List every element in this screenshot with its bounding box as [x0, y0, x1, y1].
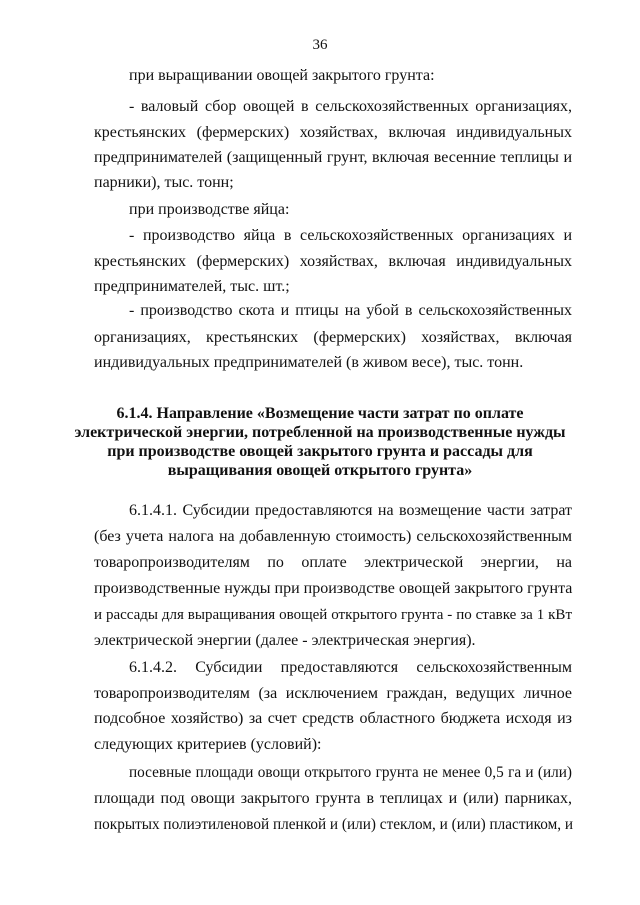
text-line: организациях, крестьянских (фермерских) хозяйствах, включая — [94, 329, 572, 346]
text-line: товаропроизводителям (за исключением граждан, ведущих личное — [94, 685, 572, 702]
text-line: подсобное хозяйство) за счет средств областного бюджета исходя из — [94, 710, 572, 727]
text-line: крестьянских (фермерских) хозяйствах, включая индивидуальных — [94, 253, 572, 270]
text-line: площади под овощи закрытого грунта в теплицах и (или) парниках, — [94, 790, 572, 807]
heading-line: выращивания овощей открытого грунта» — [167, 462, 473, 479]
text-line: при выращивании овощей закрытого грунта: — [129, 67, 435, 84]
text-line: крестьянских (фермерских) хозяйствах, включая индивидуальных — [94, 124, 572, 141]
text-line: парники), тыс. тонн; — [94, 174, 234, 191]
heading-line: при производстве овощей закрытого грунта и рассады для — [107, 443, 533, 460]
text-line: - валовый сбор овощей в сельскохозяйственных организациях, — [129, 98, 572, 115]
text-line: и рассады для выращивания овощей открытого грунта - по ставке за 1 кВт — [94, 607, 572, 623]
text-line: предпринимателей, тыс. шт.; — [94, 278, 290, 295]
text-line: покрытых полиэтиленовой пленкой и (или) стеклом, и (или) пластиком, и — [94, 816, 574, 833]
text-line: 6.1.4.2. Субсидии предоставляются сельскохозяйственным — [129, 659, 572, 676]
text-line: при производстве яйца: — [129, 201, 290, 218]
heading-line: 6.1.4. Направление «Возмещение части затрат по оплате — [116, 405, 524, 422]
text-line: производственные нужды при производстве овощей закрытого грунта — [94, 580, 573, 597]
text-line: товаропроизводителям по оплате электрической энергии, на — [94, 554, 572, 571]
text-line: 6.1.4.1. Субсидии предоставляются на возмещение части затрат — [129, 502, 572, 519]
text-line: электрической энергии (далее - электрическая энергия). — [94, 632, 476, 649]
text-line: посевные площади овощи открытого грунта не менее 0,5 га и (или) — [129, 764, 572, 781]
page-number: 36 — [312, 37, 328, 53]
text-line: предпринимателей (защищенный грунт, включая весенние теплицы и — [94, 149, 572, 166]
text-line: индивидуальных предпринимателей (в живом весе), тыс. тонн. — [94, 354, 524, 371]
text-line: - производство скота и птицы на убой в сельскохозяйственных — [129, 302, 572, 319]
heading-line: электрической энергии, потребленной на производственные нужды — [74, 424, 566, 441]
text-line: следующих критериев (условий): — [94, 736, 322, 753]
text-line: - производство яйца в сельскохозяйственных организациях и — [129, 227, 572, 244]
text-line: (без учета налога на добавленную стоимость) сельскохозяйственным — [94, 528, 572, 545]
